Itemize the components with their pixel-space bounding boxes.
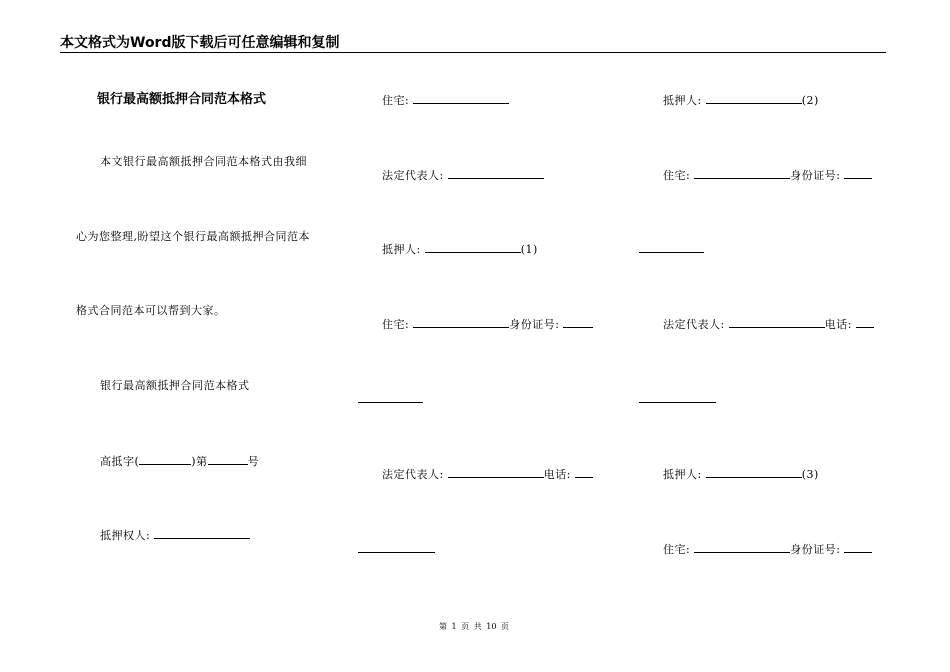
col3-id3-label: 身份证号: bbox=[790, 543, 841, 556]
col2-address2-line bbox=[382, 317, 593, 332]
col3-address-label: 住宅: bbox=[663, 169, 691, 182]
col2-mortgagor-line bbox=[382, 242, 538, 257]
number-blank-1[interactable] bbox=[139, 454, 191, 465]
col2-continuation-rule-2 bbox=[358, 552, 435, 553]
contract-number-line bbox=[100, 454, 259, 469]
col3-mortgagor3-label: 抵押人: bbox=[663, 468, 702, 481]
col2-phone-label: 电话: bbox=[543, 468, 571, 481]
number-prefix: 高抵字( bbox=[100, 455, 140, 468]
col2-legal-rep2-label: 法定代表人: bbox=[382, 468, 444, 481]
col2-legal-rep-line bbox=[382, 168, 544, 183]
number-mid: )第 bbox=[191, 455, 208, 468]
col3-address3-blank[interactable] bbox=[694, 542, 790, 553]
col2-legal-rep2-blank[interactable] bbox=[448, 467, 544, 478]
number-suffix: 号 bbox=[247, 455, 260, 468]
col3-address-line bbox=[663, 168, 872, 183]
intro-line-1: 本文银行最高额抵押合同范本格式由我细 bbox=[100, 155, 307, 168]
intro-line-3: 格式合同范本可以帮到大家。 bbox=[76, 304, 226, 317]
col2-continuation-rule-1 bbox=[358, 402, 423, 403]
col3-legal-rep-line bbox=[663, 317, 874, 332]
col3-legal-rep-blank[interactable] bbox=[729, 317, 825, 328]
header-title: 本文格式为Word版下载后可任意编辑和复制 bbox=[60, 35, 340, 51]
document-title: 银行最高额抵押合同范本格式 bbox=[97, 92, 267, 107]
col3-mortgagor-num: (2) bbox=[801, 94, 819, 107]
footer-mid-2: 共 bbox=[473, 622, 482, 631]
col2-legal-rep-blank[interactable] bbox=[448, 168, 544, 179]
col3-address3-line bbox=[663, 542, 872, 557]
footer-mid-1: 页 bbox=[461, 622, 470, 631]
col2-address-label: 住宅: bbox=[382, 94, 410, 107]
subtitle: 银行最高额抵押合同范本格式 bbox=[100, 379, 250, 392]
footer-page-current: 1 bbox=[451, 622, 457, 631]
col2-id-label: 身份证号: bbox=[509, 318, 560, 331]
col3-mortgagor-line bbox=[663, 93, 819, 108]
col2-address-line bbox=[382, 93, 509, 108]
footer-prefix: 第 bbox=[438, 622, 447, 631]
mortgagee-label: 抵押权人: bbox=[100, 529, 151, 542]
header-rule bbox=[60, 52, 886, 53]
page-footer bbox=[0, 622, 886, 632]
col2-mortgagor-blank[interactable] bbox=[425, 242, 521, 253]
col3-legal-rep-label: 法定代表人: bbox=[663, 318, 725, 331]
col2-address-blank[interactable] bbox=[413, 93, 509, 104]
col3-phone-label: 电话: bbox=[824, 318, 852, 331]
col2-legal-rep-label: 法定代表人: bbox=[382, 169, 444, 182]
col3-mortgagor-label: 抵押人: bbox=[663, 94, 702, 107]
col3-mortgagor-blank[interactable] bbox=[706, 93, 802, 104]
col2-address2-blank[interactable] bbox=[413, 317, 509, 328]
col3-phone-blank[interactable] bbox=[856, 317, 874, 328]
col2-mortgagor-num: (1) bbox=[520, 243, 538, 256]
col2-mortgagor-label: 抵押人: bbox=[382, 243, 421, 256]
col3-address3-label: 住宅: bbox=[663, 543, 691, 556]
col3-mortgagor3-blank[interactable] bbox=[706, 467, 802, 478]
col3-id-label: 身份证号: bbox=[790, 169, 841, 182]
col3-mortgagor3-num: (3) bbox=[801, 468, 819, 481]
col2-legal-rep2-line bbox=[382, 467, 593, 482]
col2-address2-label: 住宅: bbox=[382, 318, 410, 331]
col2-id-blank[interactable] bbox=[563, 317, 593, 328]
number-blank-2[interactable] bbox=[208, 454, 248, 465]
mortgagee-blank[interactable] bbox=[154, 528, 250, 539]
col3-continuation-rule-1 bbox=[639, 252, 704, 253]
col3-address-blank[interactable] bbox=[694, 168, 790, 179]
footer-suffix: 页 bbox=[501, 622, 509, 631]
col3-mortgagor3-line bbox=[663, 467, 819, 482]
col3-continuation-rule-2 bbox=[639, 402, 716, 403]
intro-line-2: 心为您整理,盼望这个银行最高额抵押合同范本 bbox=[76, 230, 310, 243]
col2-phone-blank[interactable] bbox=[575, 467, 593, 478]
col3-id-blank[interactable] bbox=[844, 168, 872, 179]
col3-id3-blank[interactable] bbox=[844, 542, 872, 553]
mortgagee-line bbox=[100, 528, 250, 543]
footer-page-total: 10 bbox=[486, 622, 497, 631]
